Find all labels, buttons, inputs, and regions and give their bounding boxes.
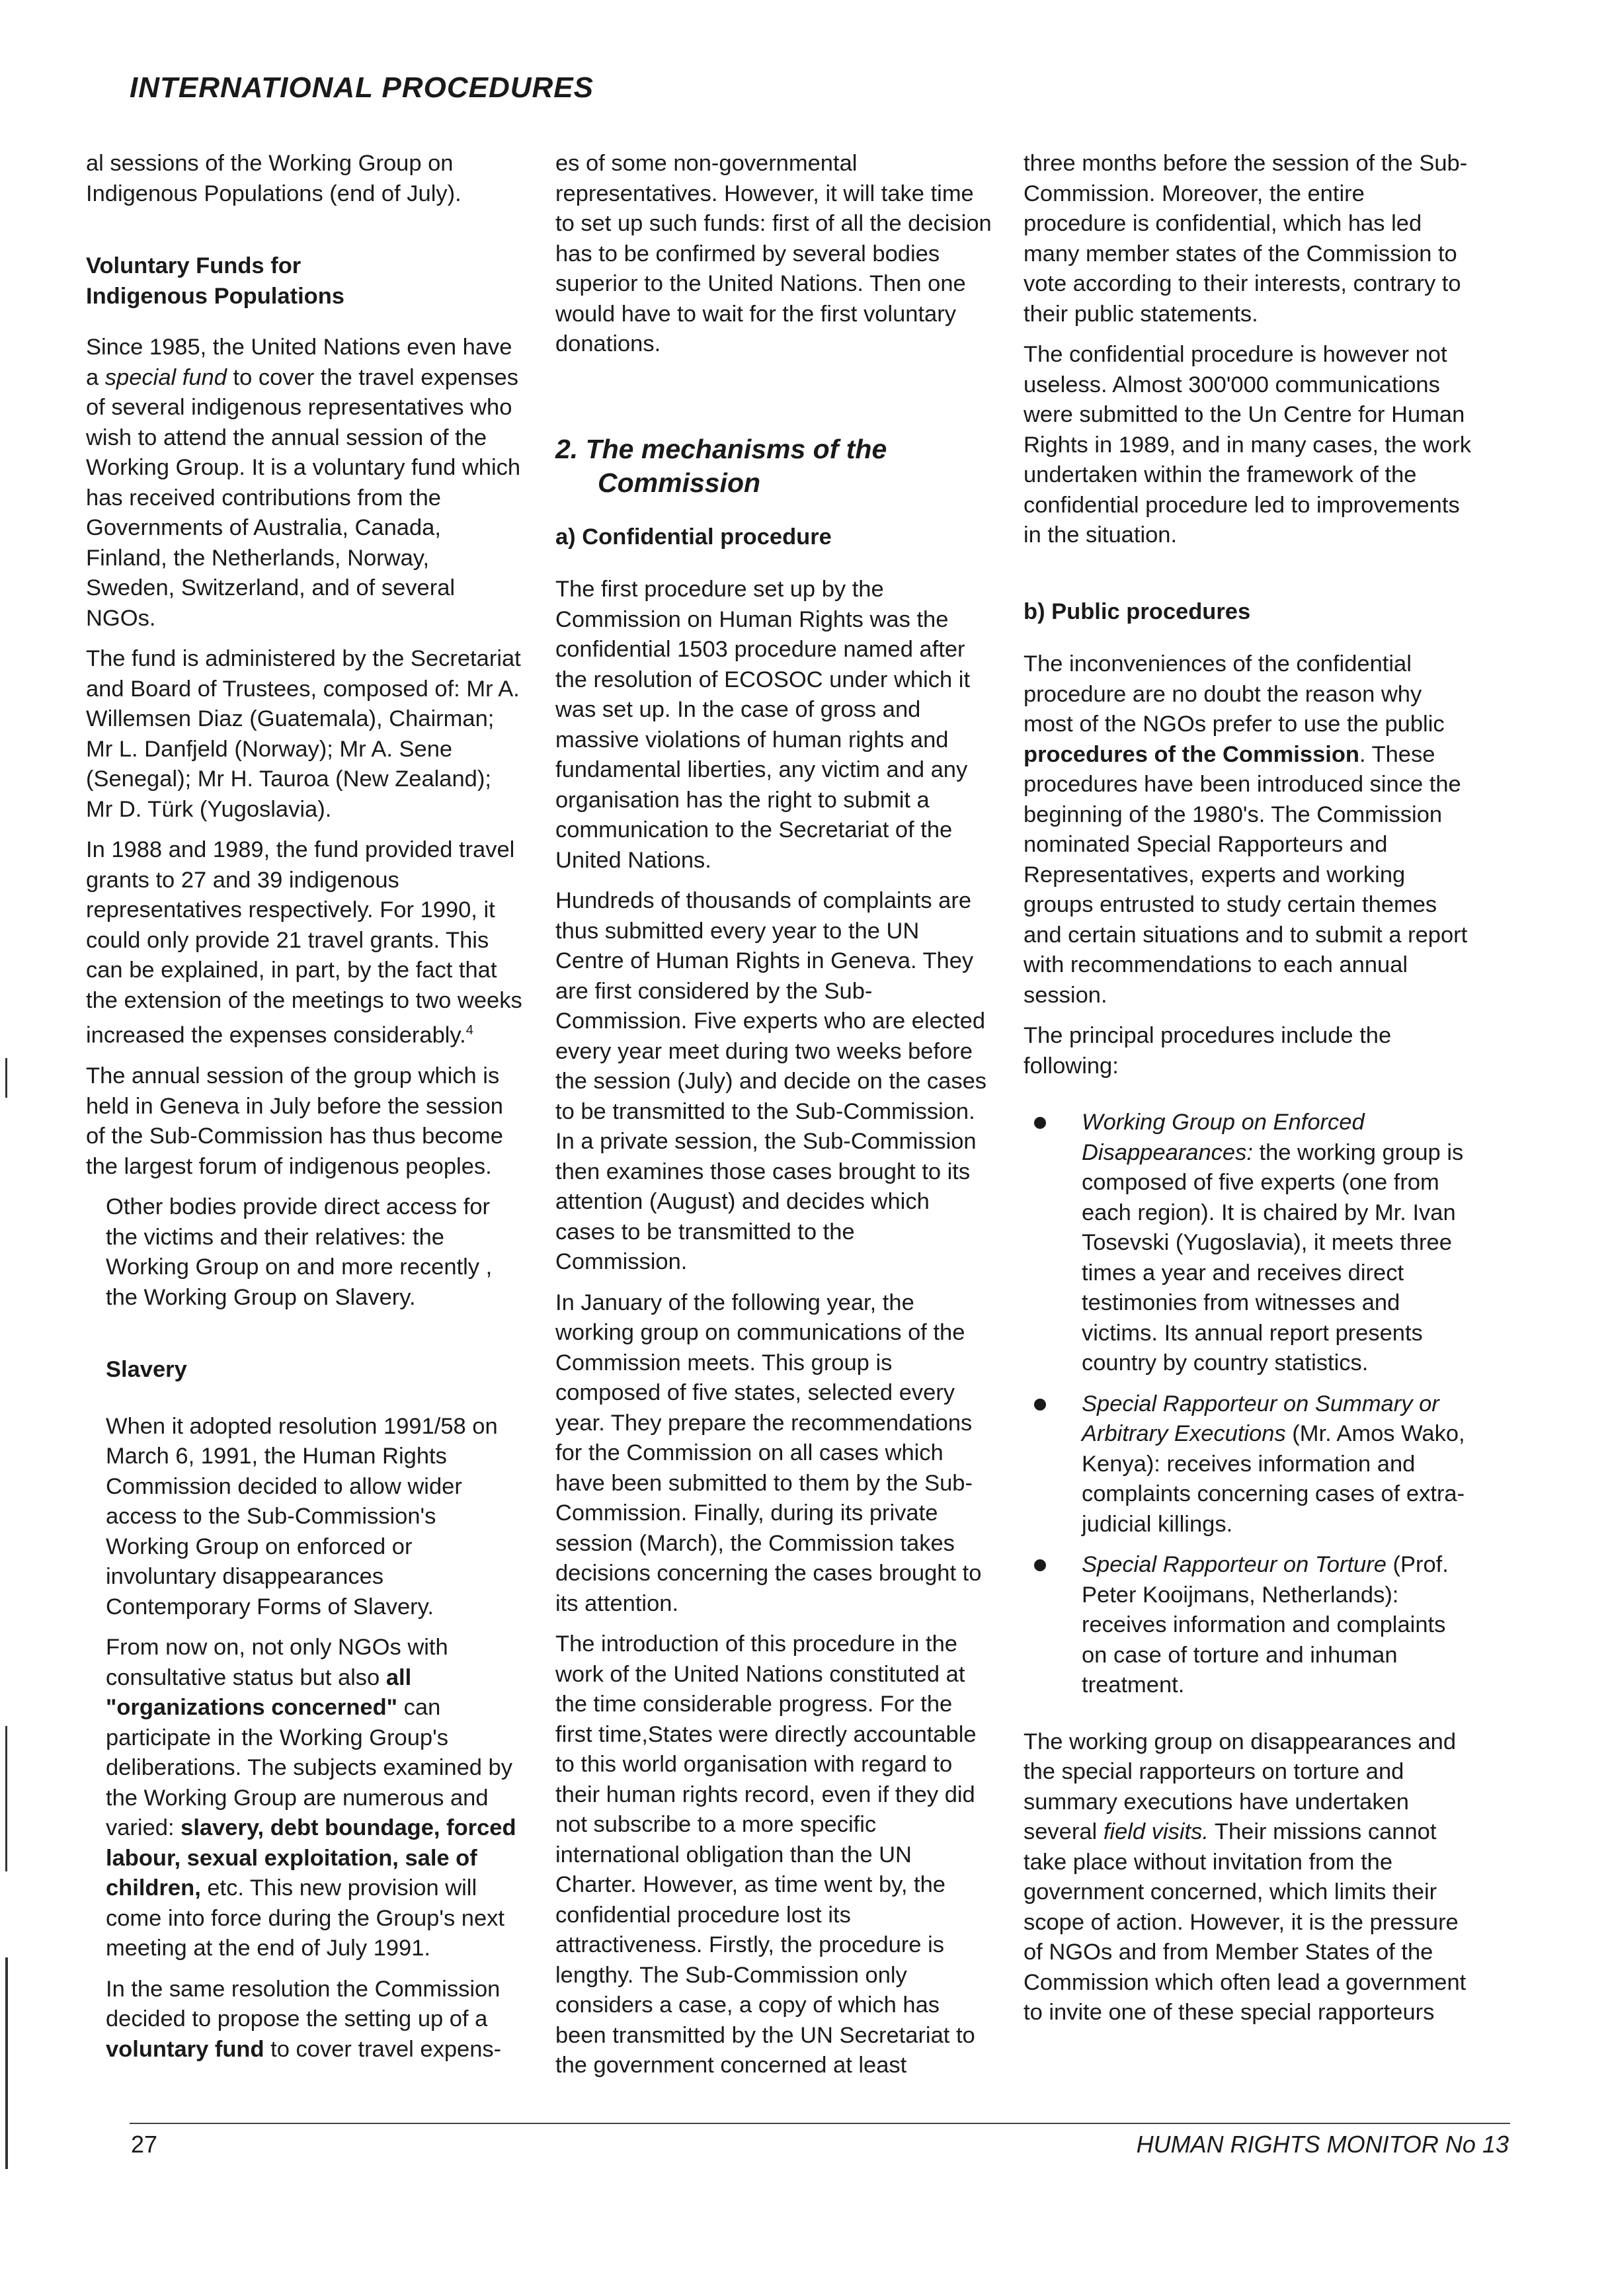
paragraph: al sessions of the Working Group on Indigenous Populations (end of July). — [86, 151, 462, 206]
paragraph: The introduction of this procedure in the work of the United Nations constituted at the time considerable progress. For the first time,States were directly accountable to this world organisation with regard to their human rights record, even if they did not subscribe to a more specific international obligation than the UN Charter. However, as time went by, the confidential procedure lost its attractiveness. Firstly, the procedure is lengthy. The Sub-Commission only considers a case, a copy of which has been transmitted by the UN Secretariat to the government concerned at least — [555, 1631, 977, 2078]
paragraph: The confidential procedure is however not useless. Almost 300'000 communications were submitted to the Un Centre for Human Rights in 1989, and in many cases, the work undertaken within the framework of the confidential procedure led to improvements in the situation. — [1024, 342, 1471, 548]
column-1 — [86, 149, 522, 2065]
paragraph: The working group on disappearances and the special rapporteurs on torture and summary executions have undertaken several field visits. Their missions cannot take place without invitation from the government concerned, which limits their scope of action. However, it is the pressure of NGOs and from Member States of the Commission which often lead a government to invite one of these special rapporteurs — [1024, 1729, 1467, 2025]
list-item: Special Rapporteur on Torture (Prof. Peter Kooijmans, Netherlands): receives information and complaints on case of torture and inhuman treatment. — [1024, 1550, 1473, 1701]
column-3 — [1024, 149, 1473, 2028]
section-heading-slavery: Slavery — [106, 1357, 187, 1382]
paragraph: The inconveniences of the confidential procedure are no doubt the reason why most of the NGOs prefer to use the public procedures of the Commission. These procedures have been introduced since the beginning of the 1980's. The Commission nominated Special Rapporteurs and Representatives, experts and working groups entrusted to study certain themes and certain situations and to submit a report with recommendations to each annual session. — [1024, 651, 1468, 1008]
paragraph: The fund is administered by the Secretariat and Board of Trustees, composed of: Mr A. Willemsen Diaz (Guatemala), Chairman; Mr L. Danfjeld (Norway); Mr A. Sene (Senegal); Mr H. Tauroa (New Zealand); Mr D. Türk (Yugoslavia). — [86, 646, 521, 822]
paragraph: Hundreds of thousands of complaints are thus submitted every year to the UN Centre of Human Rights in Geneva. They are first considered by the Sub-Commission. Five experts who are elected every year meet during two weeks before the session (July) and decide on the cases to be transmitted to the Sub-Commission. In a private session, the Sub-Commission then examines those cases brought to its attention (August) and decides which cases to be transmitted to the Commission. — [555, 888, 987, 1274]
list-item: Working Group on Enforced Disappearances: the working group is composed of five experts (one from each region). It is chaired by Mr. Ivan Tosevski (Yugoslavia), it meets three times a year and receives direct testimonies from witnesses and victims. Its annual report presents country by country statistics. — [1024, 1108, 1473, 1379]
paragraph: In the same resolution the Commission decided to propose the setting up of a voluntary fund to cover travel expens- — [106, 1976, 502, 2062]
bullet-icon — [1034, 1559, 1046, 1571]
paragraph: The first procedure set up by the Commission on Human Rights was the confidential 1503 procedure named after the resolution of ECOSOC under which it was set up. In the case of gross and massive violations of human rights and fundamental liberties, any victim and any organisation has the right to submit a communication to the Secretariat of the United Nations. — [555, 577, 971, 873]
subsection-heading-confidential: a) Confidential procedure — [555, 524, 832, 550]
procedures-list — [1024, 1108, 1473, 1701]
publication-title: HUMAN RIGHTS MONITOR No 13 — [1136, 2131, 1509, 2158]
footer-rule — [130, 2123, 1510, 2124]
footnote-ref: 4 — [465, 1023, 473, 1038]
paragraph: In January of the following year, the working group on communications of the Commission meets. This group is composed of five states, selected every year. They prepare the recommendations for the Commission on all cases which have been submitted to them by the Sub-Commission. Finally, during its private session (March), the Commission takes decisions concerning the cases brought to its attention. — [555, 1290, 982, 1616]
list-item: Special Rapporteur on Summary or Arbitrary Executions (Mr. Amos Wako, Kenya): receives information and complaints concerning cases of extra-judicial killings. — [1024, 1389, 1473, 1540]
subsection-heading-public: b) Public procedures — [1024, 598, 1251, 624]
section-heading-mechanisms: 2. The mechanisms of the Commission — [555, 433, 887, 498]
scan-margin-marks — [0, 0, 40, 2296]
page-number: 27 — [131, 2131, 158, 2158]
paragraph: Since 1985, the United Nations even have a special fund to cover the travel expenses of several indigenous representatives who wish to attend the annual session of the Working Group. It is a voluntary fund which has received contributions from the Governments of Australia, Canada, Finland, the Netherlands, Norway, Sweden, Switzerland, and of several NGOs. — [86, 335, 521, 631]
paragraph: three months before the session of the Sub-Commission. Moreover, the entire procedure is confidential, which has led many member states of the Commission to vote according to their interests, contrary to their public statements. — [1024, 151, 1468, 327]
paragraph: The principal procedures include the following: — [1024, 1023, 1392, 1079]
paragraph: From now on, not only NGOs with consultative status but also all "organizations concerned" can participate in the Working Group's deliberations. The subjects examined by the Working Group are numerous and varied: slavery, debt boundage, forced labour, sexual exploitation, sale of children, etc. This new provision will come into force during the Group's next meeting at the end of July 1991. — [106, 1635, 516, 1961]
bullet-icon — [1034, 1399, 1046, 1411]
paragraph: The annual session of the group which is held in Geneva in July before the session of the Sub-Commission has thus become the largest forum of indigenous peoples. — [86, 1063, 503, 1179]
paragraph: When it adopted resolution 1991/58 on March 6, 1991, the Human Rights Commission decided to allow wider access to the Sub-Commission's Working Group on enforced or involuntary disappearances Contemporary Forms of Slavery. — [106, 1413, 498, 1620]
paragraph: In 1988 and 1989, the fund provided travel grants to 27 and 39 indigenous representatives respectively. For 1990, it could only provide 21 travel grants. This can be explained, in part, by the fact that the extension of the meetings to two weeks increased the expenses considerably.$^4$ — [86, 837, 522, 1048]
column-2 — [555, 149, 992, 2081]
section-heading-voluntary-funds: Voluntary Funds for Indigenous Populations — [86, 253, 344, 309]
paragraph: Other bodies provide direct access for the victims and their relatives: the Working Group on and more recently , the Working Group on Slavery. — [106, 1194, 493, 1310]
running-head: INTERNATIONAL PROCEDURES — [130, 71, 594, 104]
paragraph: es of some non-governmental representatives. However, it will take time to set up such funds: first of all the decision has to be confirmed by several bodies superior to the United Nations. Then one would have to wait for the first voluntary donations. — [555, 151, 992, 356]
bullet-icon — [1034, 1117, 1046, 1129]
